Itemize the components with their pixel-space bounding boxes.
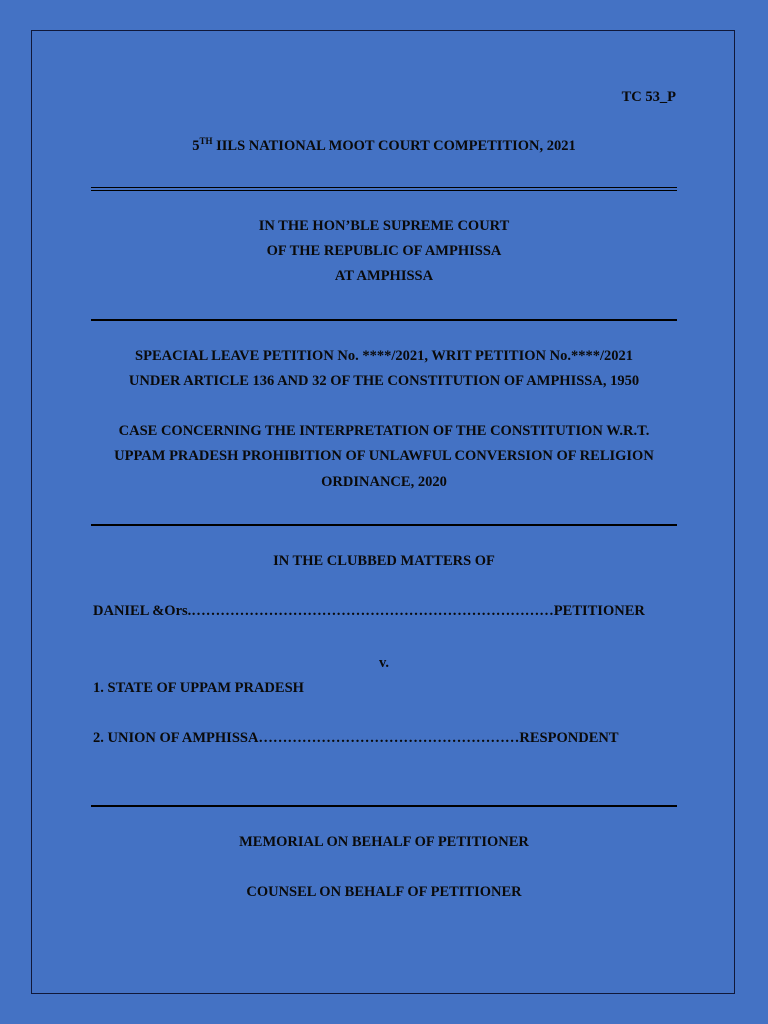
- versus: v.: [378, 655, 390, 671]
- court-line-2: OF THE REPUBLIC OF AMPHISSA: [266, 243, 502, 259]
- respondent-2-line: 2. UNION OF AMPHISSA………………………………………………RESPONDENT: [93, 730, 619, 746]
- divider-1: [91, 319, 677, 321]
- petition-line-2: UNDER ARTICLE 136 AND 32 OF THE CONSTITUTION OF AMPHISSA, 1950: [128, 373, 640, 389]
- competition-ordinal-suffix: TH: [199, 136, 213, 147]
- case-line-3: ORDINANCE, 2020: [321, 474, 447, 490]
- competition-name: IILS NATIONAL MOOT COURT COMPETITION, 2021: [212, 138, 576, 154]
- team-code: TC 53_P: [621, 89, 676, 105]
- petition-line-1: SPEACIAL LEAVE PETITION No. ****/2021, WRIT PETITION No.****/2021: [135, 348, 633, 364]
- case-line-1: CASE CONCERNING THE INTERPRETATION OF THE CONSTITUTION W.R.T.: [118, 423, 650, 439]
- divider-3: [91, 805, 677, 807]
- clubbed-heading: IN THE CLUBBED MATTERS OF: [273, 553, 495, 569]
- divider-double: [91, 187, 677, 191]
- respondent-1: 1. STATE OF UPPAM PRADESH: [93, 680, 304, 696]
- court-line-3: AT AMPHISSA: [334, 268, 434, 284]
- competition-title: [0, 137, 768, 155]
- case-line-2: UPPAM PRADESH PROHIBITION OF UNLAWFUL CONVERSION OF RELIGION: [114, 448, 654, 464]
- competition-ordinal: 5: [192, 138, 200, 154]
- petitioner-line: DANIEL &Ors.…………………………………………………………………PETITIONER: [93, 603, 645, 619]
- divider-2: [91, 524, 677, 526]
- memorial-title: MEMORIAL ON BEHALF OF PETITIONER: [239, 834, 529, 850]
- court-line-1: IN THE HON’BLE SUPREME COURT: [258, 218, 510, 234]
- counsel-title: COUNSEL ON BEHALF OF PETITIONER: [246, 884, 522, 900]
